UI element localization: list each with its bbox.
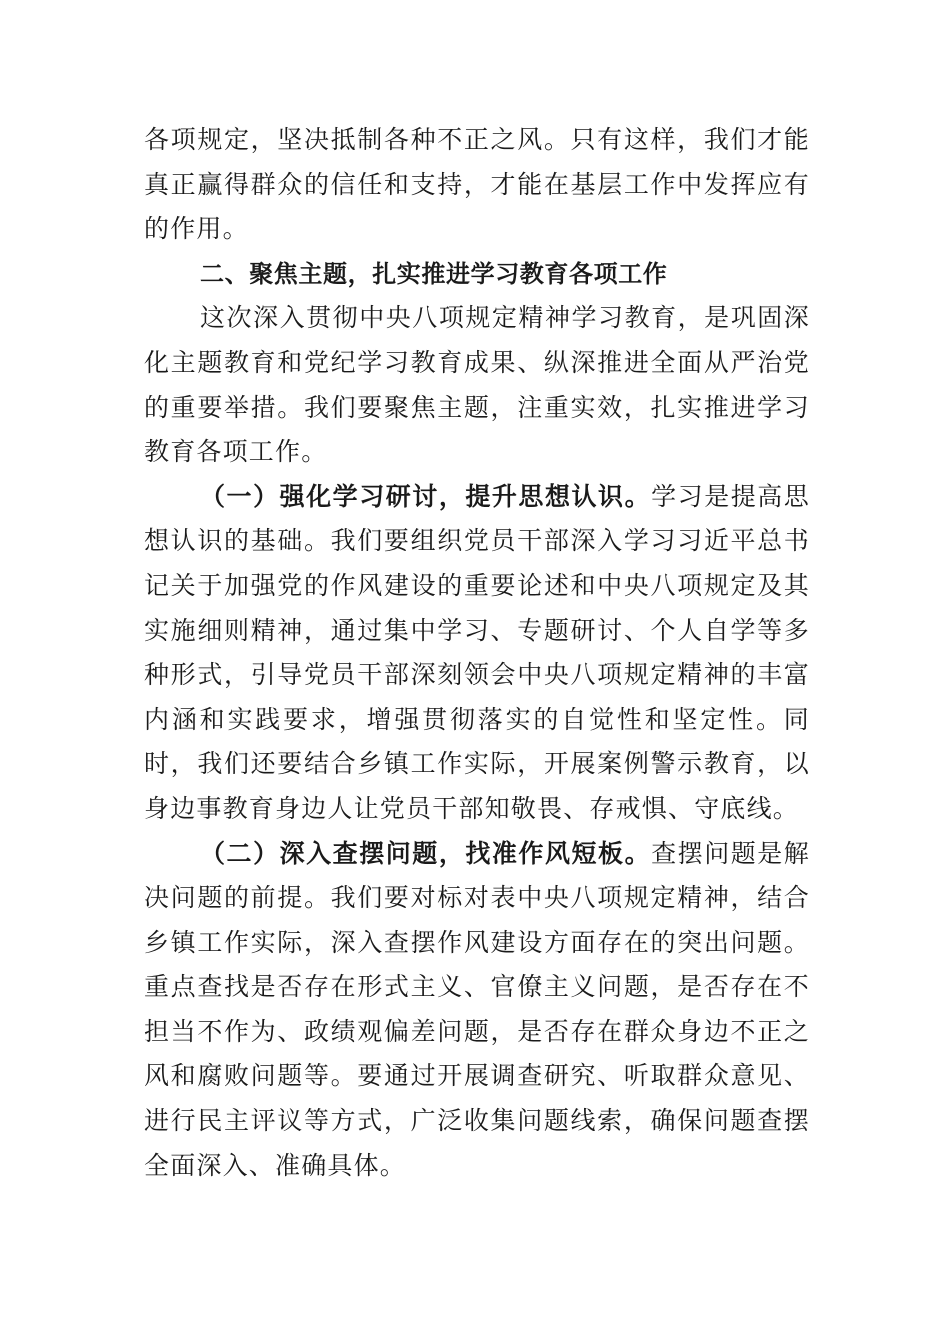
item-2-body: 查摆问题是解决问题的前提。我们要对标对表中央八项规定精神，结合乡镇工作实际，深入查摆作风建设方面存在的突出问题。重点查找是否存在形式主义、官僚主义问题，是否存在不担当不作为、政绩观偏差问题，是否存在群众身边不正之风和腐败问题等。要通过开展调查研究、听取群众意见、进行民主评议等方式，广泛收集问题线索，确保问题查摆全面深入、准确具体。 bbox=[144, 838, 811, 1180]
item-1-body: 学习是提高思想认识的基础。我们要组织党员干部深入学习习近平总书记关于加强党的作风建设的重要论述和中央八项规定及其实施细则精神，通过集中学习、专题研讨、个人自学等多种形式，引导党员干部深刻领会中央八项规定精神的丰富内涵和实践要求，增强贯彻落实的自觉性和坚定性。同时，我们还要结合乡镇工作实际，开展案例警示教育，以身边事教育身边人让党员干部知敬畏、存戒惧、守底线。 bbox=[144, 481, 811, 823]
item-1-title: （一）强化学习研讨，提升思想认识。 bbox=[200, 481, 652, 511]
document-body bbox=[144, 118, 810, 1188]
item-2-title: （二）深入查摆问题，找准作风短板。 bbox=[200, 838, 652, 868]
section-heading: 二、聚焦主题，扎实推进学习教育各项工作 bbox=[200, 259, 668, 288]
paragraph-intro: 这次深入贯彻中央八项规定精神学习教育，是巩固深化主题教育和党纪学习教育成果、纵深推进全面从严治党的重要举措。我们要聚焦主题，注重实效，扎实推进学习教育各项工作。 bbox=[144, 303, 810, 467]
paragraph-continuation: 各项规定，坚决抵制各种不正之风。只有这样，我们才能真正赢得群众的信任和支持，才能在基层工作中发挥应有的作用。 bbox=[144, 125, 810, 244]
paragraph-item-1 bbox=[144, 475, 810, 832]
paragraph-item-2 bbox=[144, 832, 810, 1189]
